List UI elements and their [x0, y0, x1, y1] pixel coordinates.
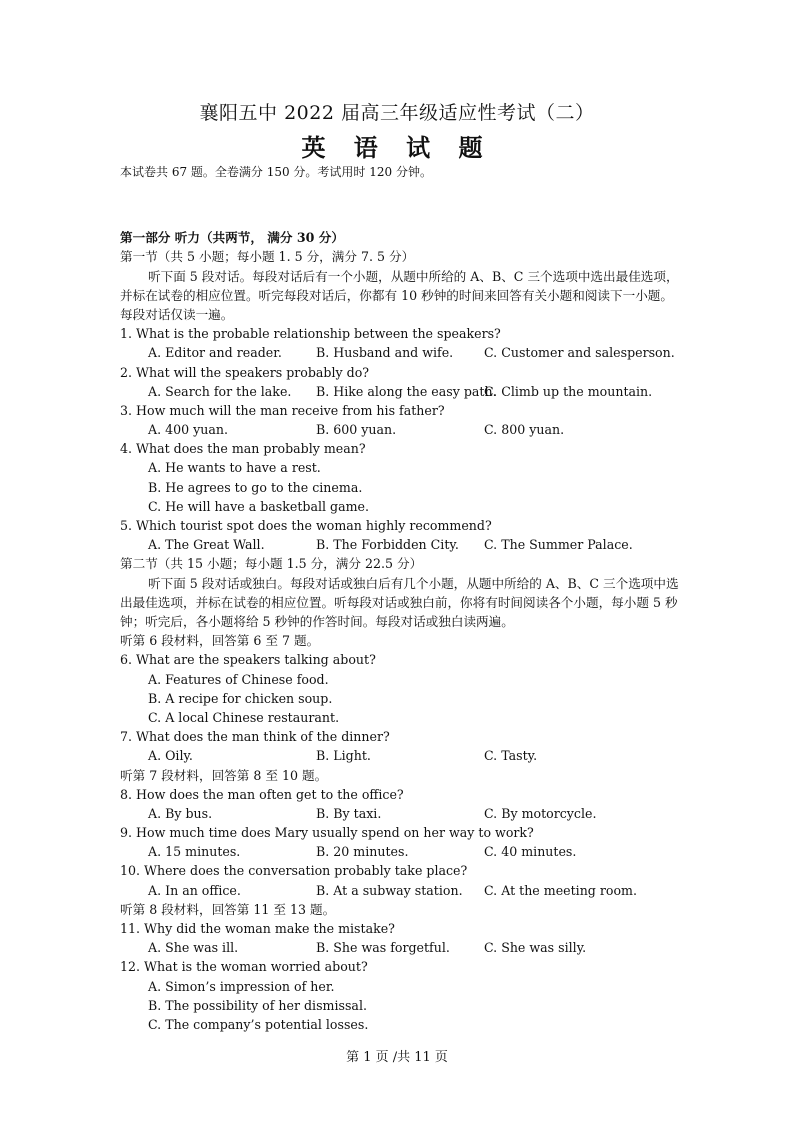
part1-heading: 第一部分 听力（共两节， 满分 30 分） [120, 230, 344, 246]
question-5: 5. Which tourist spot does the woman highly recommend? [120, 518, 492, 534]
page-number: 第 1 页 /共 11 页 [346, 1050, 448, 1065]
section1-heading: 第一节（共 5 小题；每小题 1. 5 分，满分 7. 5 分） [120, 249, 415, 265]
question-3: 3. How much will the man receive from his father? [120, 402, 445, 418]
option-a: A. He wants to have a rest. [148, 460, 321, 476]
option-a: A. In an office. [148, 882, 241, 898]
option-c: C. She was silly. [484, 940, 587, 956]
option-c: C. He will have a basketball game. [148, 498, 369, 514]
question-6: 6. What are the speakers talking about? [120, 652, 376, 668]
option-a: A. Search for the lake. [148, 383, 292, 399]
options-row [120, 881, 680, 900]
options-row [120, 382, 680, 401]
question-8: 8. How does the man often get to the office? [120, 786, 404, 802]
option-a: A. The Great Wall. [148, 537, 265, 553]
option-c: C. Tasty. [484, 748, 538, 764]
options-row [120, 420, 680, 439]
exam-title: 襄阳五中 2022 届高三年级适应性考试（二） [199, 102, 595, 124]
exam-intro: 本试卷共 67 题。全卷满分 150 分。考试用时 120 分钟。 [120, 165, 432, 179]
material-7-note: 听第 7 段材料，回答第 8 至 10 题。 [120, 767, 328, 783]
option-c: C. The Summer Palace. [484, 537, 633, 553]
option-c: C. The company’s potential losses. [148, 1016, 369, 1032]
section2-instructions: 听下面 5 段对话或独白。每段对话或独白后有几个小题，从题中所给的 A、B、C 三个选项中选出最佳选项，并标在试卷的相应位置。听每段对话或独白前，你将有时间阅读各个小题，每小题 5 秒钟；听完后，各小题将给 5 秒钟的作答时间。每段对话或独白读两遍。 [120, 575, 679, 630]
option-a: A. Simon’s impression of her. [148, 978, 335, 994]
option-b: B. He agrees to go to the cinema. [148, 479, 363, 495]
option-a: A. 400 yuan. [148, 422, 228, 438]
question-1: 1. What is the probable relationship between the speakers? [120, 326, 501, 342]
question-10: 10. Where does the conversation probably take place? [120, 863, 468, 879]
section1-instructions: 听下面 5 段对话。每段对话后有一个小题，从题中所给的 A、B、C 三个选项中选出最佳选项，并标在试卷的相应位置。听完每段对话后，你都有 10 秒钟的时间来回答有关小题和阅读下一小题。每段对话仅读一遍。 [120, 268, 679, 322]
option-a: A. Features of Chinese food. [148, 671, 329, 687]
question-2: 2. What will the speakers probably do? [120, 364, 370, 380]
option-c: C. A local Chinese restaurant. [148, 709, 340, 725]
options-row [120, 804, 680, 823]
option-b: B. The possibility of her dismissal. [148, 997, 367, 1013]
option-b: B. At a subway station. [316, 882, 463, 898]
option-b: B. 20 minutes. [316, 844, 409, 860]
option-b: B. By taxi. [316, 805, 382, 821]
option-b: B. Hike along the easy path. [316, 383, 497, 399]
options-row [120, 535, 680, 554]
option-c: C. Customer and salesperson. [484, 345, 675, 361]
question-12: 12. What is the woman worried about? [120, 959, 368, 975]
option-b: B. Light. [316, 748, 371, 764]
options-row [120, 343, 680, 362]
exam-subject: 英 语 试 题 [301, 133, 493, 162]
question-11: 11. Why did the woman make the mistake? [120, 921, 395, 937]
spacer [120, 209, 680, 228]
option-b: B. She was forgetful. [316, 940, 450, 956]
option-c: C. By motorcycle. [484, 805, 597, 821]
option-a: A. Oily. [148, 748, 193, 764]
question-7: 7. What does the man think of the dinner? [120, 729, 390, 745]
option-b: B. Husband and wife. [316, 345, 454, 361]
option-c: C. 800 yuan. [484, 422, 565, 438]
material-6-note: 听第 6 段材料，回答第 6 至 7 题。 [120, 633, 320, 649]
option-c: C. Climb up the mountain. [484, 383, 653, 399]
options-row [120, 842, 680, 861]
options-row [120, 746, 680, 765]
option-c: C. 40 minutes. [484, 844, 577, 860]
question-9: 9. How much time does Mary usually spend on her way to work? [120, 825, 534, 841]
option-b: B. A recipe for chicken soup. [148, 690, 333, 706]
options-row [120, 938, 680, 957]
option-c: C. At the meeting room. [484, 882, 638, 898]
option-b: B. The Forbidden City. [316, 537, 459, 553]
option-a: A. By bus. [148, 805, 213, 821]
option-a: A. Editor and reader. [148, 345, 282, 361]
option-b: B. 600 yuan. [316, 422, 397, 438]
question-4: 4. What does the man probably mean? [120, 441, 366, 457]
option-a: A. 15 minutes. [148, 844, 241, 860]
material-8-note: 听第 8 段材料，回答第 11 至 13 题。 [120, 901, 336, 917]
exam-content [120, 209, 680, 1034]
option-a: A. She was ill. [148, 940, 239, 956]
section2-heading: 第二节（共 15 小题；每小题 1.5 分，满分 22.5 分） [120, 556, 423, 572]
